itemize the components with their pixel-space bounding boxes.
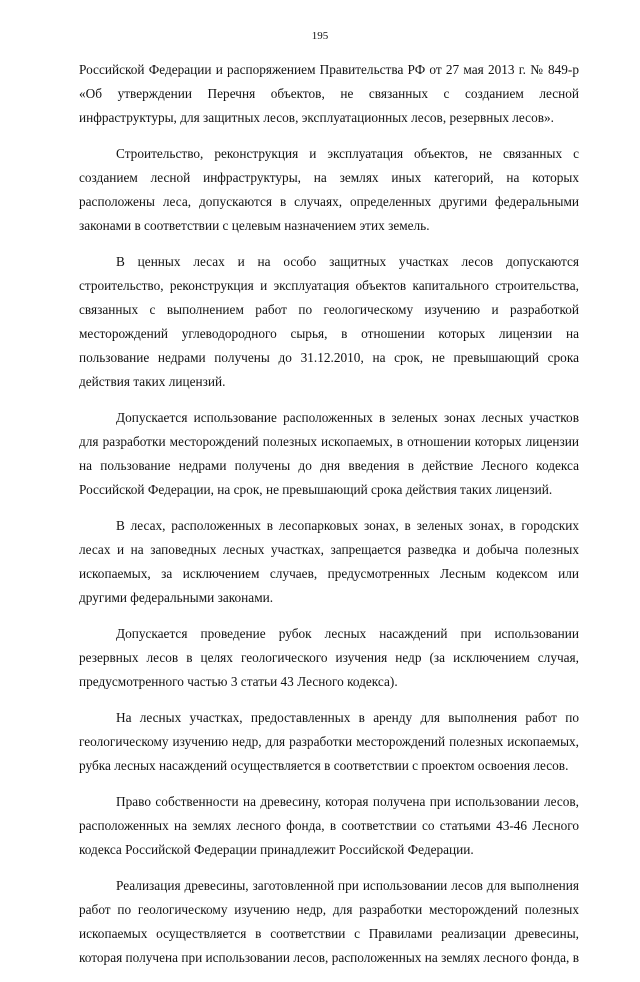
paragraph: Допускается использование расположенных в зеленых зонах лесных участков для разработки месторождений полезных ископаемых, в отношении которых лицензии на пользование недрами получены до дня введения в действие Лесного кодекса Российской Федерации, на срок, не превышающий срока действия таких лицензий.: [79, 410, 579, 497]
paragraph: В ценных лесах и на особо защитных участках лесов допускаются строительство, реконструкция и эксплуатация объектов капитального строительства, связанных с выполнением работ по геологическому изучению и разработкой месторождений углеводородного сырья, в отношении которых лицензии на пользование недрами получены до 31.12.2010, на срок, не превышающий срока действия таких лицензий.: [79, 254, 579, 389]
paragraph: Допускается проведение рубок лесных насаждений при использовании резервных лесов в целях геологического изучения недр (за исключением случая, предусмотренного частью 3 статьи 43 Лесного кодекса).: [79, 626, 579, 689]
page-number: 195: [311, 30, 329, 42]
paragraph: Реализация древесины, заготовленной при использовании лесов для выполнения работ по геологическому изучению недр, для разработки месторождений полезных ископаемых осуществляется в соответствии с Правилами реализации древесины, которая получена при использовании лесов, расположенных на землях лесного фонда, в: [79, 878, 579, 965]
document-body: [79, 58, 579, 982]
paragraph: Право собственности на древесину, которая получена при использовании лесов, расположенных на землях лесного фонда, в соответствии со статьями 43-46 Лесного кодекса Российской Федерации принадлежит Российской Федерации.: [79, 794, 579, 857]
paragraph: В лесах, расположенных в лесопарковых зонах, в зеленых зонах, в городских лесах и на заповедных лесных участках, запрещается разведка и добыча полезных ископаемых, за исключением случаев, предусмотренных Лесным кодексом или другими федеральными законами.: [79, 518, 579, 605]
paragraph: Строительство, реконструкция и эксплуатация объектов, не связанных с созданием лесной инфраструктуры, на землях иных категорий, на которых расположены леса, допускаются в случаях, определенных другими федеральными законами в соответствии с целевым назначением этих земель.: [79, 146, 579, 233]
paragraph: На лесных участках, предоставленных в аренду для выполнения работ по геологическому изучению недр, для разработки месторождений полезных ископаемых, рубка лесных насаждений осуществляется в соответствии с проектом освоения лесов.: [79, 710, 579, 773]
paragraph-continuation: Российской Федерации и распоряжением Правительства РФ от 27 мая 2013 г. № 849-р «Об утверждении Перечня объектов, не связанных с созданием лесной инфраструктуры, для защитных лесов, эксплуатационных лесов, резервных лесов».: [79, 62, 579, 125]
